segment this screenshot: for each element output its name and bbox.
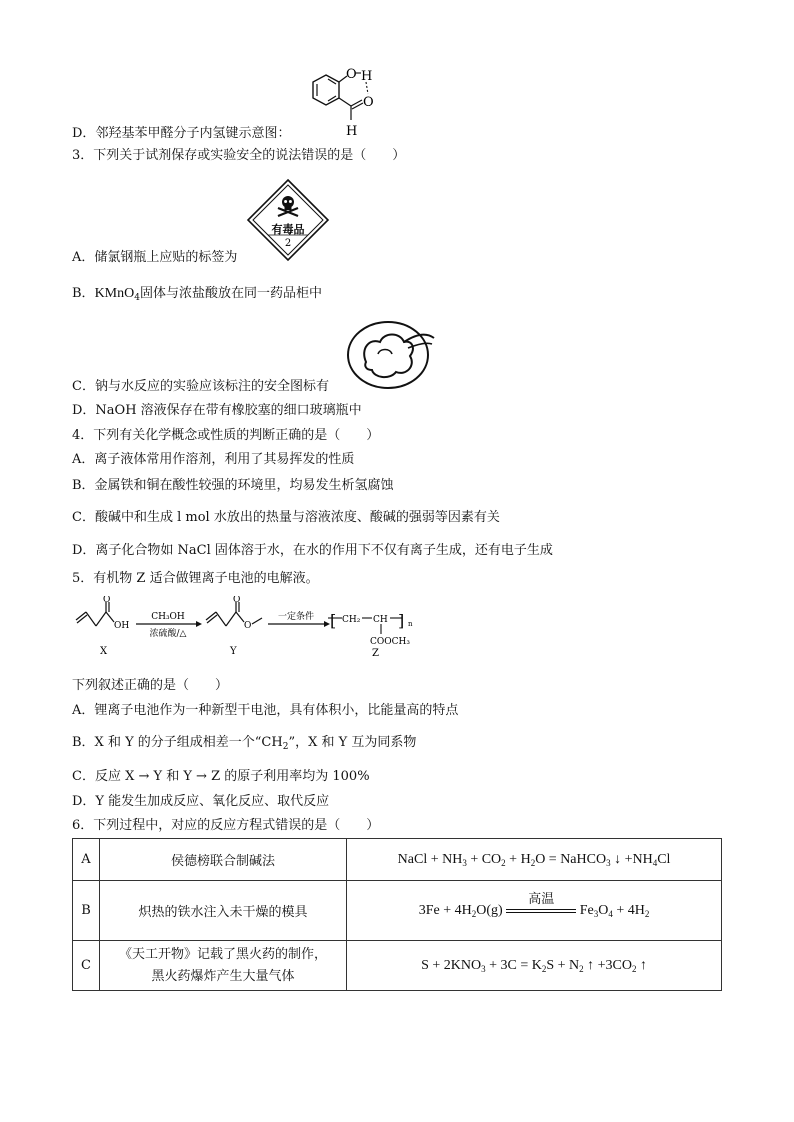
q5-stem: 5．有机物 Z 适合做锂离子电池的电解液。 [72, 571, 319, 586]
q4-option-b: B．金属铁和铜在酸性较强的环境里，均易发生析氢腐蚀 [72, 478, 394, 493]
equation-a: NaCl + $NH_3 + CO_2 + H_2O$ = NaHCO$_3$ ↓ $+NH_4Cl$ [347, 839, 722, 881]
label-z: Z [372, 648, 379, 659]
q4-option-c: C．酸碱中和生成 l mol 水放出的热量与溶液浓度、酸碱的强弱等因素有关 [72, 510, 500, 525]
svg-text:CH₃OH: CH₃OH [151, 612, 185, 622]
svg-text:一定条件: 一定条件 [277, 612, 315, 622]
q5-option-c: C．反应 X → Y 和 Y → Z 的原子利用率均为 100% [72, 769, 370, 784]
toxic-hazard-label [246, 178, 330, 262]
equation-c: $S + 2KNO_3 + 3C = K_2S + N_2$ ↑ $+3CO_2$ ↑ [347, 941, 722, 991]
svg-text:n: n [408, 620, 413, 628]
label-y: Y [230, 646, 237, 657]
q5-question: 下列叙述正确的是（ ） [72, 678, 229, 693]
svg-text:O: O [233, 596, 241, 605]
hydroxyl-h: H [361, 69, 373, 84]
svg-text:OH: OH [114, 621, 130, 631]
svg-text:[: [ [330, 611, 337, 630]
q3-option-b: B．KMnO$_4$固体与浓盐酸放在同一药品柜中 [72, 286, 322, 303]
aldehyde-h: H [346, 124, 358, 139]
row-process: 炽热的铁水注入未干燥的模具 [99, 881, 346, 941]
compound-y [206, 596, 262, 657]
svg-text:O: O [103, 596, 111, 605]
q3-option-a: A．储氯钢瓶上应贴的标签为 [72, 250, 238, 265]
q5-option-d: D．Y 能发生加成反应、氧化反应、取代反应 [72, 794, 330, 809]
row-process: 《天工开物》记载了黑火药的制作， 黑火药爆炸产生大量气体 [99, 941, 346, 991]
q3-stem: 3．下列关于试剂保存或实验安全的说法错误的是（ ） [72, 148, 406, 163]
row-letter: A [73, 839, 100, 881]
hydroxyl-o: O [346, 67, 357, 82]
svg-text:CH: CH [373, 615, 388, 625]
svg-text:]: ] [398, 611, 405, 630]
q4-option-a: A．离子液体常用作溶剂，利用了其易挥发的性质 [72, 452, 355, 467]
carbonyl-o: O [363, 95, 374, 110]
svg-text:COOCH₃: COOCH₃ [370, 637, 410, 647]
q6-stem: 6．下列过程中，对应的反应方程式错误的是（ ） [72, 818, 380, 833]
toxic-label-text: 有毒品 [271, 223, 305, 236]
reaction-scheme [72, 596, 432, 662]
equation-b: $3Fe + 4H_2O(g)$ 高温 $Fe_3O_4 + 4H_2$ [347, 881, 722, 941]
toxic-label-class: 2 [284, 238, 292, 249]
q4-option-d: D．离子化合物如 NaCl 固体溶于水，在水的作用下不仅有离子生成，还有电子生成 [72, 543, 553, 558]
hot-hand-warning-icon [346, 318, 438, 390]
q2-option-d: D．邻羟基苯甲醛分子内氢键示意图： [72, 126, 291, 141]
condition-high-temp: 高温 [528, 890, 555, 906]
row-process: 侯德榜联合制碱法 [99, 839, 346, 881]
q6-options-table [72, 838, 722, 991]
table-row [73, 941, 722, 991]
label-x: X [100, 646, 108, 657]
table-row [73, 839, 722, 881]
q3-option-d: D．NaOH 溶液保存在带有橡胶塞的细口玻璃瓶中 [72, 403, 362, 418]
svg-text:O: O [244, 621, 252, 631]
svg-text:浓硫酸/△: 浓硫酸/△ [149, 629, 187, 639]
compound-x [76, 596, 129, 657]
row-letter: C [73, 941, 100, 991]
salicylaldehyde-hydrogen-bond-diagram [296, 60, 396, 140]
q3-option-c: C．钠与水反应的实验应该标注的安全图标有 [72, 379, 329, 394]
row-letter: B [73, 881, 100, 941]
svg-text:CH₂: CH₂ [342, 615, 361, 625]
q4-stem: 4．下列有关化学概念或性质的判断正确的是（ ） [72, 428, 380, 443]
q5-option-b: B．X 和 Y 的分子组成相差一个“$CH_2$”，X 和 Y 互为同系物 [72, 735, 417, 752]
q5-option-a: A．锂离子电池作为一种新型干电池，具有体积小，比能量高的特点 [72, 703, 459, 718]
table-row [73, 881, 722, 941]
compound-z [328, 611, 413, 659]
